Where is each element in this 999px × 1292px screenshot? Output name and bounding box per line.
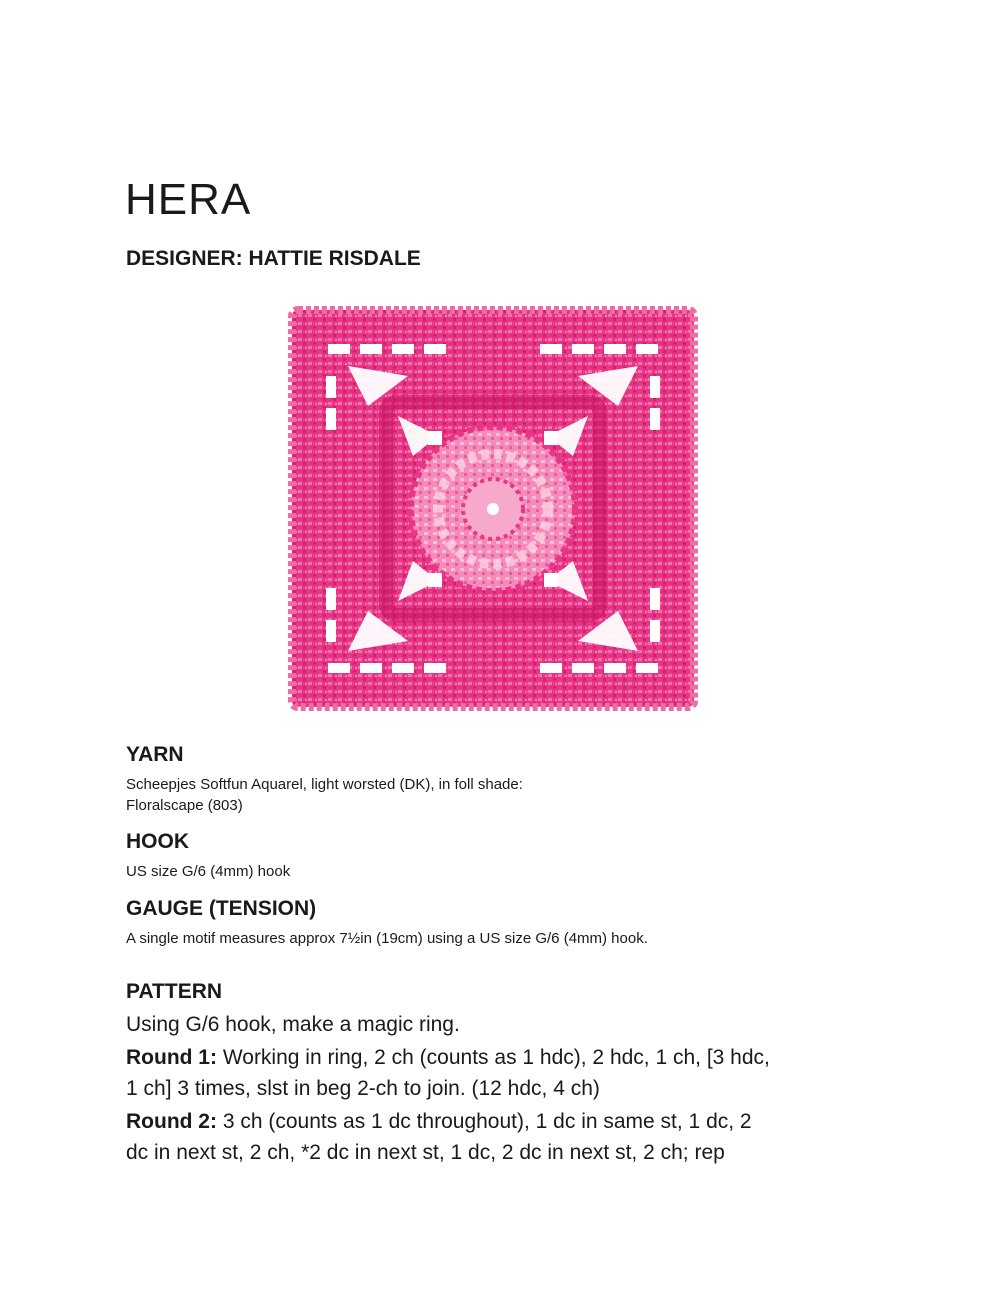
round-1-line-2: 1 ch] 3 times, slst in beg 2-ch to join. (12 hdc, 4 ch) [126,1077,600,1100]
pattern-heading: PATTERN [126,980,223,1003]
round-1-label: Round 1: [126,1046,217,1069]
round-2-label: Round 2: [126,1110,217,1133]
yarn-heading: YARN [126,743,184,766]
gauge-text: A single motif measures approx 7½in (19cm) using a US size G/6 (4mm) hook. [126,930,648,947]
round-2-text [126,1106,886,1168]
round-1-line-1: Working in ring, 2 ch (counts as 1 hdc), 2 hdc, 1 ch, [3 hdc, [216,1046,770,1069]
designer-credit: DESIGNER: HATTIE RISDALE [126,247,421,270]
pattern-intro: Using G/6 hook, make a magic ring. [126,1013,460,1036]
gauge-heading: GAUGE (TENSION) [126,897,317,920]
crochet-square-image [288,306,698,711]
yarn-line-2: Floralscape (803) [126,797,243,814]
round-1-text [126,1042,886,1104]
round-2-line-1: 3 ch (counts as 1 dc throughout), 1 dc in same st, 1 dc, 2 [216,1110,752,1133]
yarn-line-1: Scheepjes Softfun Aquarel, light worsted (DK), in foll shade: [126,776,523,793]
hook-text: US size G/6 (4mm) hook [126,863,291,880]
round-2-line-2: dc in next st, 2 ch, *2 dc in next st, 1 dc, 2 dc in next st, 2 ch; rep [126,1141,725,1164]
pattern-title: HERA [125,175,252,224]
hook-heading: HOOK [126,830,189,853]
